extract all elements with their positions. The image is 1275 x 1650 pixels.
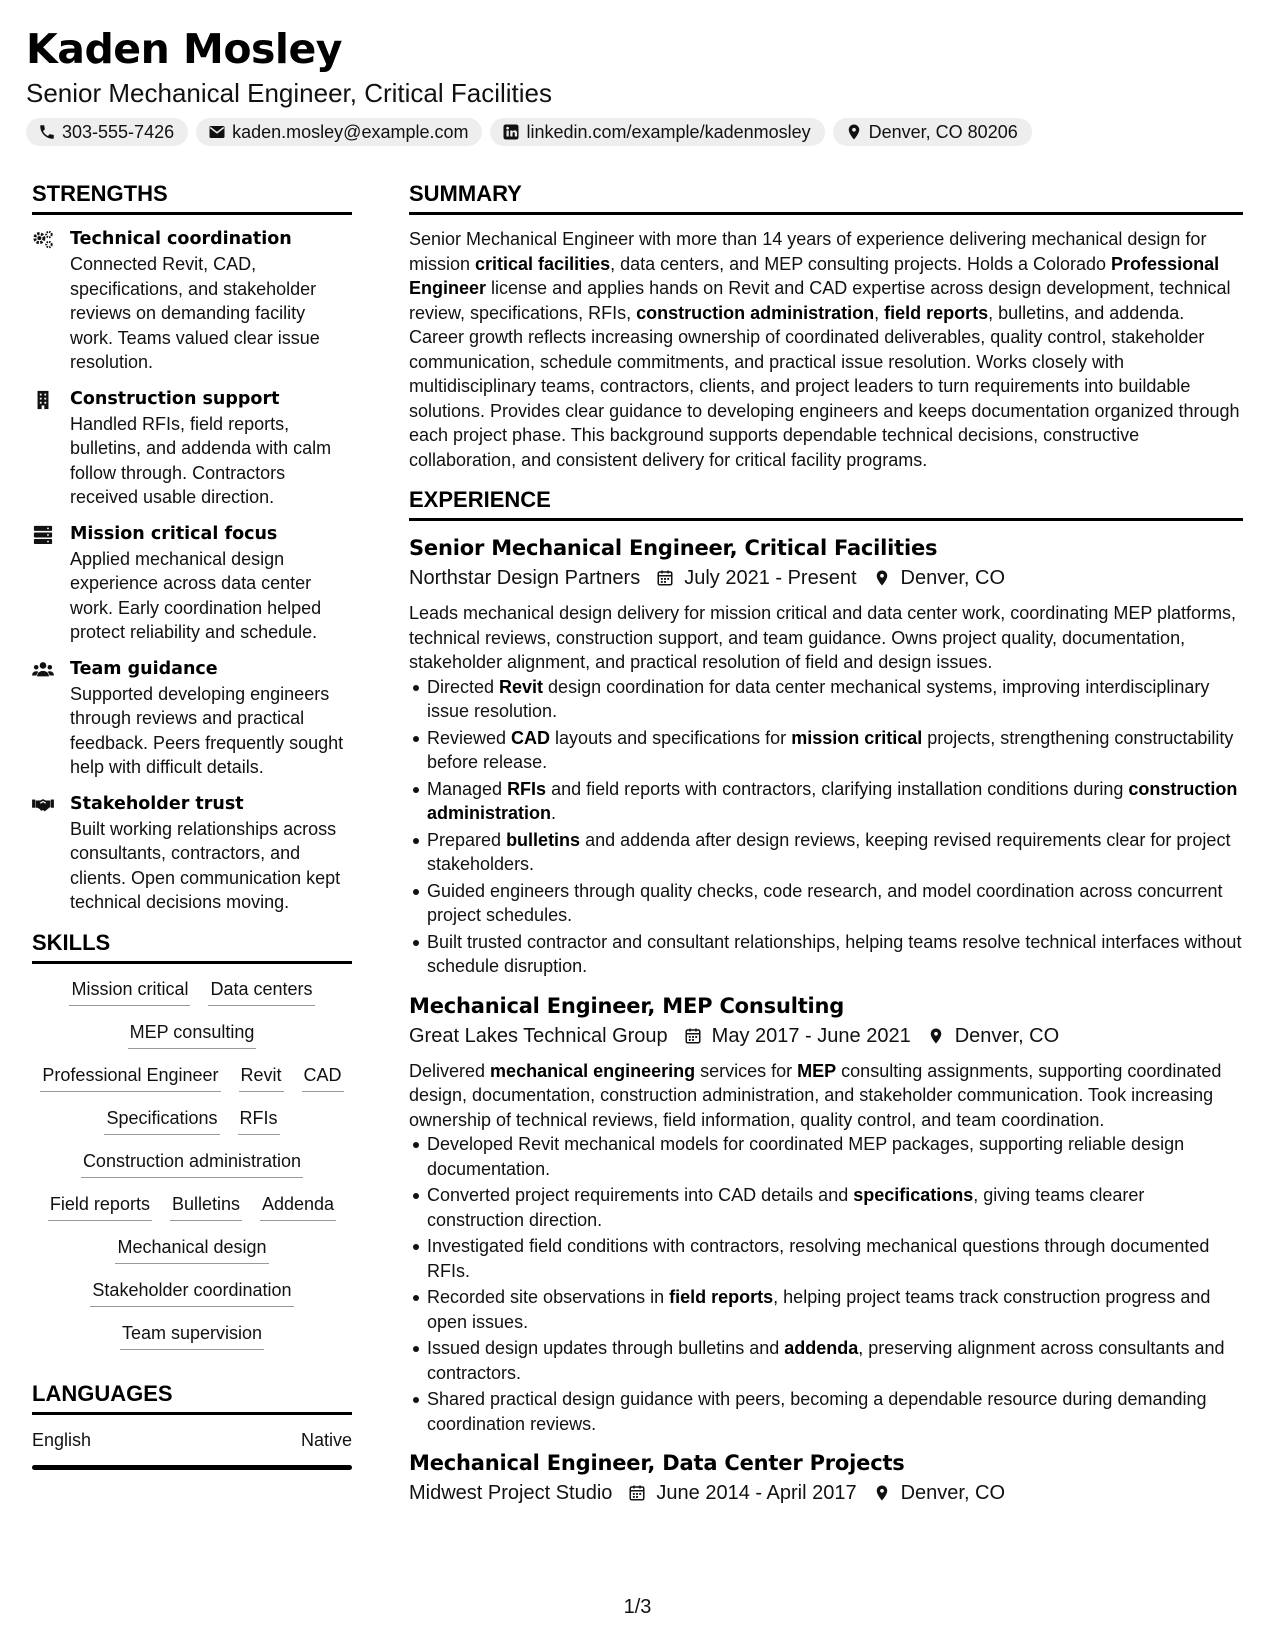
language-level: Native: [300, 1429, 352, 1450]
candidate-name: Kaden Mosley: [26, 25, 343, 73]
experience-list: [409, 533, 1243, 1508]
contact-phone-text: 303-555-7426: [62, 121, 175, 142]
strength-item: [32, 522, 352, 645]
contact-phone[interactable]: [26, 118, 188, 146]
calendar-icon: [656, 569, 674, 587]
text-segment: consulting assignments, supporting coordinated design, documentation, construction administration, and stakeholder communication. Took increasing ownership of technical reviews, field information, quality control, and team coordination.: [409, 1060, 1222, 1130]
skill-tag: Field reports: [48, 1191, 152, 1221]
text-segment: Shared practical design guidance with peers, becoming a dependable resource during demanding coordination reviews.: [427, 1389, 1207, 1434]
job-entry: [409, 1448, 1243, 1508]
skills-heading: SKILLS: [32, 929, 352, 964]
job-meta: [409, 563, 1243, 593]
job-dates: July 2021 - Present: [684, 567, 857, 589]
skill-tag: CAD: [302, 1062, 344, 1092]
text-segment: Built trusted contractor and consultant relationships, helping teams resolve technical interfaces without schedule disruption.: [427, 931, 1242, 976]
language-proficiency-track: [32, 1465, 352, 1470]
job-bullet: [427, 930, 1243, 979]
job-company: Great Lakes Technical Group: [409, 1024, 668, 1047]
job-title: Mechanical Engineer, MEP Consulting: [409, 993, 845, 1018]
resume-header: [26, 24, 1032, 146]
strength-title: Mission critical focus: [70, 523, 278, 544]
text-segment: license and applies hands on Revit and CAD expertise across design development, technical review, specifications, RFIs,: [409, 278, 1231, 323]
job-company: Northstar Design Partners: [409, 567, 641, 589]
job-bullet: [427, 1132, 1243, 1181]
job-description: [409, 601, 1243, 675]
text-segment: Delivered: [409, 1060, 491, 1081]
text-segment: layouts and specifications for: [550, 727, 792, 748]
job-bullet: [427, 1387, 1243, 1436]
summary-text: [409, 227, 1243, 472]
job-location: Denver, CO: [900, 1482, 1006, 1504]
skill-tag: Bulletins: [170, 1191, 242, 1221]
language-item: [32, 1427, 352, 1465]
emphasis-text: RFIs: [507, 778, 547, 799]
contact-email[interactable]: [196, 118, 482, 146]
text-segment: Converted project requirements into CAD details and: [427, 1185, 854, 1205]
job-location: Denver, CO: [954, 1024, 1060, 1047]
gears-icon: [32, 227, 56, 375]
location-pin-icon: [873, 1484, 891, 1502]
linkedin-icon: [502, 123, 520, 141]
emphasis-text: Professional Engineer: [409, 253, 1220, 298]
text-segment: Reviewed: [427, 727, 512, 748]
job-company: Midwest Project Studio: [409, 1482, 613, 1504]
text-segment: services for: [695, 1060, 798, 1081]
language-proficiency-bar: [32, 1465, 352, 1470]
text-segment: design coordination for data center mechanical systems, improving interdisciplinary issue resolution.: [427, 676, 1210, 721]
text-segment: ,: [874, 302, 885, 323]
page-number: 1/3: [623, 1596, 652, 1618]
text-segment: Investigated field conditions with contractors, resolving mechanical questions through documented RFIs.: [427, 1236, 1210, 1281]
strength-title: Technical coordination: [70, 229, 292, 249]
text-segment: Senior Mechanical Engineer with more than 14 years of experience delivering mechanical design for mission: [409, 229, 1207, 274]
contact-location: [833, 118, 1032, 146]
job-bullet: [427, 828, 1243, 877]
skill-tag: MEP consulting: [128, 1019, 257, 1049]
contact-linkedin[interactable]: [490, 118, 824, 146]
contact-linkedin-text: linkedin.com/example/kadenmosley: [526, 121, 811, 142]
contact-bar: [26, 118, 1032, 146]
contact-location-text: Denver, CO 80206: [868, 121, 1018, 142]
job-bullet: [427, 1336, 1243, 1385]
text-segment: , data centers, and MEP consulting projects. Holds a Colorado: [610, 253, 1112, 274]
emphasis-text: specifications: [853, 1185, 974, 1205]
text-segment: and addenda after design reviews, keeping revised requirements clear for project stakeholders.: [427, 829, 1231, 874]
skill-tag: Stakeholder coordination: [90, 1277, 293, 1307]
emphasis-text: mission critical: [791, 727, 923, 748]
job-location: Denver, CO: [900, 567, 1006, 589]
location-pin-icon: [845, 123, 863, 141]
job-bullet: [427, 879, 1243, 928]
job-bullets: [409, 1132, 1243, 1436]
job-bullet: [427, 675, 1243, 724]
strength-description: Connected Revit, CAD, specifications, and stakeholder reviews on demanding facility work. Teams valued clear issue resolution.: [70, 254, 320, 372]
job-bullet: [427, 1285, 1243, 1334]
job-description: [409, 1059, 1243, 1133]
emphasis-text: field reports: [884, 302, 989, 323]
text-segment: Developed Revit mechanical models for coordinated MEP packages, supporting reliable design documentation.: [427, 1134, 1185, 1179]
text-segment: Guided engineers through quality checks, code research, and model coordination across concurrent project schedules.: [427, 880, 1223, 925]
strength-description: Supported developing engineers through reviews and practical feedback. Peers frequently sought help with difficult details.: [70, 683, 344, 777]
left-column: [32, 180, 352, 1470]
job-bullet: [427, 1234, 1243, 1283]
text-segment: Managed: [427, 778, 508, 799]
location-pin-icon: [873, 569, 891, 587]
text-segment: and field reports with contractors, clarifying installation conditions during: [546, 778, 1129, 799]
job-bullet: [427, 726, 1243, 775]
emphasis-text: field reports: [669, 1287, 774, 1307]
skill-tag: Mechanical design: [115, 1234, 268, 1264]
emphasis-text: bulletins: [506, 829, 581, 850]
emphasis-text: construction administration: [427, 778, 1238, 823]
location-pin-icon: [927, 1027, 945, 1045]
emphasis-text: Revit: [499, 676, 544, 697]
strength-title: Team guidance: [70, 658, 218, 679]
text-segment: , giving teams clearer construction direction.: [427, 1185, 1145, 1230]
emphasis-text: CAD: [511, 727, 551, 748]
skill-tag: Addenda: [260, 1191, 336, 1221]
phone-icon: [38, 123, 56, 141]
calendar-icon: [628, 1484, 646, 1502]
candidate-headline: Senior Mechanical Engineer, Critical Facilities: [26, 78, 553, 108]
contact-email-text: kaden.mosley@example.com: [232, 121, 469, 142]
strength-description: Built working relationships across consultants, contractors, and clients. Open communication kept technical decisions moving.: [70, 818, 341, 912]
job-bullet: [427, 777, 1243, 826]
summary-heading: SUMMARY: [409, 180, 1243, 215]
job-dates: May 2017 - June 2021: [711, 1024, 911, 1047]
strength-item: [32, 387, 352, 510]
emphasis-text: addenda: [784, 1338, 859, 1358]
skill-tag: Construction administration: [81, 1148, 303, 1178]
text-segment: Directed: [427, 676, 500, 697]
skill-tag: Data centers: [208, 976, 314, 1006]
languages-heading: LANGUAGES: [32, 1380, 352, 1415]
strengths-heading: STRENGTHS: [32, 180, 352, 215]
users-icon: [32, 657, 56, 780]
strength-item: [32, 792, 352, 915]
job-bullets: [409, 675, 1243, 979]
emphasis-text: mechanical engineering: [490, 1060, 696, 1081]
strength-item: [32, 227, 352, 375]
job-entry: [409, 533, 1243, 979]
text-segment: projects, strengthening constructability before release.: [427, 727, 1234, 772]
skill-tag: Revit: [239, 1062, 284, 1092]
skill-tag: Specifications: [104, 1105, 219, 1135]
text-segment: , preserving alignment across consultants and contractors.: [427, 1338, 1225, 1383]
job-bullet: [427, 1183, 1243, 1232]
right-column: [409, 180, 1243, 1520]
text-segment: Leads mechanical design delivery for mission critical and data center work, coordinating MEP platforms, technical reviews, construction support, and team guidance. Owns project quality, documentation, stakeholder alignment, and practical resolution of field and design issues.: [409, 603, 1237, 672]
language-name: English: [32, 1429, 92, 1450]
skills-list: [32, 976, 352, 1350]
handshake-icon: [32, 792, 56, 915]
skill-tag: Professional Engineer: [40, 1062, 220, 1092]
job-title: Senior Mechanical Engineer, Critical Facilities: [409, 536, 938, 560]
text-segment: Recorded site observations in: [427, 1287, 670, 1307]
job-entry: [409, 991, 1243, 1437]
emphasis-text: critical facilities: [475, 253, 611, 274]
strength-item: [32, 657, 352, 780]
skill-tag: RFIs: [238, 1105, 280, 1135]
text-segment: , bulletins, and addenda. Career growth reflects increasing ownership of coordinated deliverables, quality control, stakeholder communication, schedule commitments, and practical issue resolution. Works closely with multidisciplinary teams, contractors, clients, and project leaders to turn requirements into buildable solutions. Provides clear guidance to developing engineers and keeps documentation organized through each project phase. This background supports dependable technical decisions, constructive collaboration, and consistent delivery for critical facility programs.: [409, 302, 1240, 470]
building-icon: [32, 387, 56, 510]
strength-description: Handled RFIs, field reports, bulletins, and addenda with calm follow through. Contractors received usable direction.: [70, 413, 332, 507]
skill-tag: Mission critical: [69, 976, 190, 1006]
envelope-icon: [208, 123, 226, 141]
text-segment: Issued design updates through bulletins and: [427, 1338, 785, 1358]
strength-title: Stakeholder trust: [70, 793, 244, 814]
emphasis-text: construction administration: [636, 302, 875, 323]
emphasis-text: MEP: [797, 1060, 837, 1081]
strength-description: Applied mechanical design experience across data center work. Early coordination helped protect reliability and schedule.: [70, 548, 322, 642]
text-segment: .: [551, 803, 557, 823]
job-title: Mechanical Engineer, Data Center Projects: [409, 1451, 905, 1475]
calendar-icon: [684, 1027, 702, 1045]
job-meta: [409, 1478, 1243, 1508]
job-dates: June 2014 - April 2017: [656, 1482, 857, 1504]
server-icon: [32, 522, 56, 645]
strength-title: Construction support: [70, 388, 280, 409]
job-meta: [409, 1021, 1243, 1051]
text-segment: , helping project teams track construction progress and open issues.: [427, 1287, 1211, 1332]
experience-heading: EXPERIENCE: [409, 486, 1243, 521]
text-segment: Prepared: [427, 829, 507, 850]
skill-tag: Team supervision: [120, 1320, 264, 1350]
